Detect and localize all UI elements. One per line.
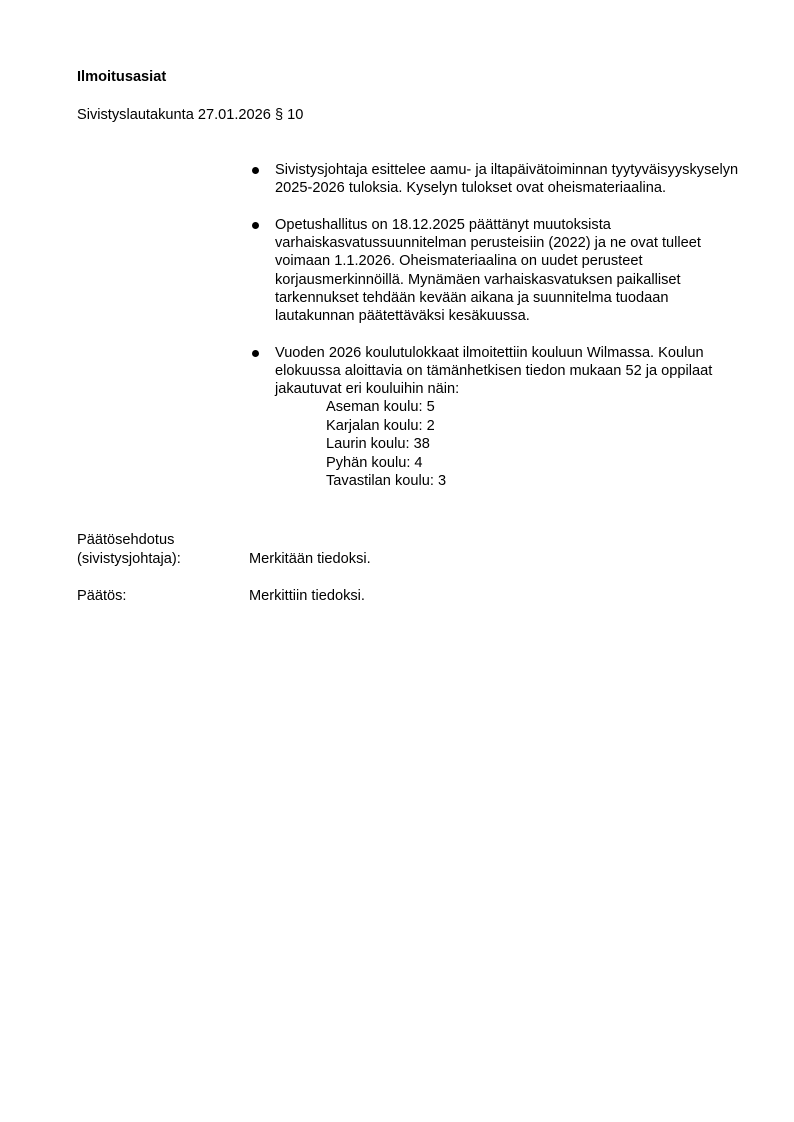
proposal-label-line: Päätösehdotus — [77, 532, 175, 548]
meeting-reference: Sivistyslautakunta 27.01.2026 § 10 — [77, 107, 304, 123]
bullet-icon — [252, 350, 259, 357]
school-row: Tavastilan koulu: 3 — [326, 473, 447, 490]
decision-label: Päätös: — [77, 588, 127, 604]
list-item-text: Vuoden 2026 koulutulokkaat ilmoitettiin kouluun Wilmassa. Koulun elokuussa aloittavia on tämänhetkisen tiedon mukaan 52 ja oppilaat jakautuvat eri kouluihin näin: — [275, 344, 713, 398]
proposal-label-line: (sivistysjohtaja): — [77, 550, 181, 567]
list-item-new-students — [249, 344, 739, 491]
decision-value: Merkittiin tiedoksi. — [249, 588, 365, 604]
list-item-text: Opetushallitus on 18.12.2025 päättänyt muutoksista varhaiskasvatussuunnitelman perusteisiin (2022) ja ne ovat tulleet voimaan 1.1.2026. Oheismateriaalina on uudet perusteet korjausmerkinnöillä. Mynämäen varhaiskasvatuksen paikalliset tarkennukset tehdään kevään aikana ja suunnitelma tuodaan lautakunnan päätettäväksi kesäkuussa. — [275, 216, 701, 324]
list-item-curriculum — [249, 216, 739, 325]
school-row: Karjalan koulu: 2 — [326, 417, 435, 434]
proposal-value: Merkitään tiedoksi. — [249, 550, 371, 567]
school-row: Laurin koulu: 38 — [326, 436, 430, 453]
proposal-label — [77, 531, 247, 568]
page-title: Ilmoitusasiat — [77, 69, 167, 85]
bullet-icon — [252, 167, 259, 174]
school-distribution-list — [275, 398, 739, 491]
list-item-text: Sivistysjohtaja esittelee aamu- ja iltapäivätoiminnan tyytyväisyyskyselyn 2025-2026 tuloksia. Kyselyn tulokset ovat oheismateriaalina. — [275, 162, 739, 197]
announcement-list — [249, 161, 739, 509]
school-row: Aseman koulu: 5 — [326, 399, 435, 416]
list-item-survey — [249, 161, 739, 197]
school-row: Pyhän koulu: 4 — [326, 454, 423, 471]
bullet-icon — [252, 222, 259, 229]
